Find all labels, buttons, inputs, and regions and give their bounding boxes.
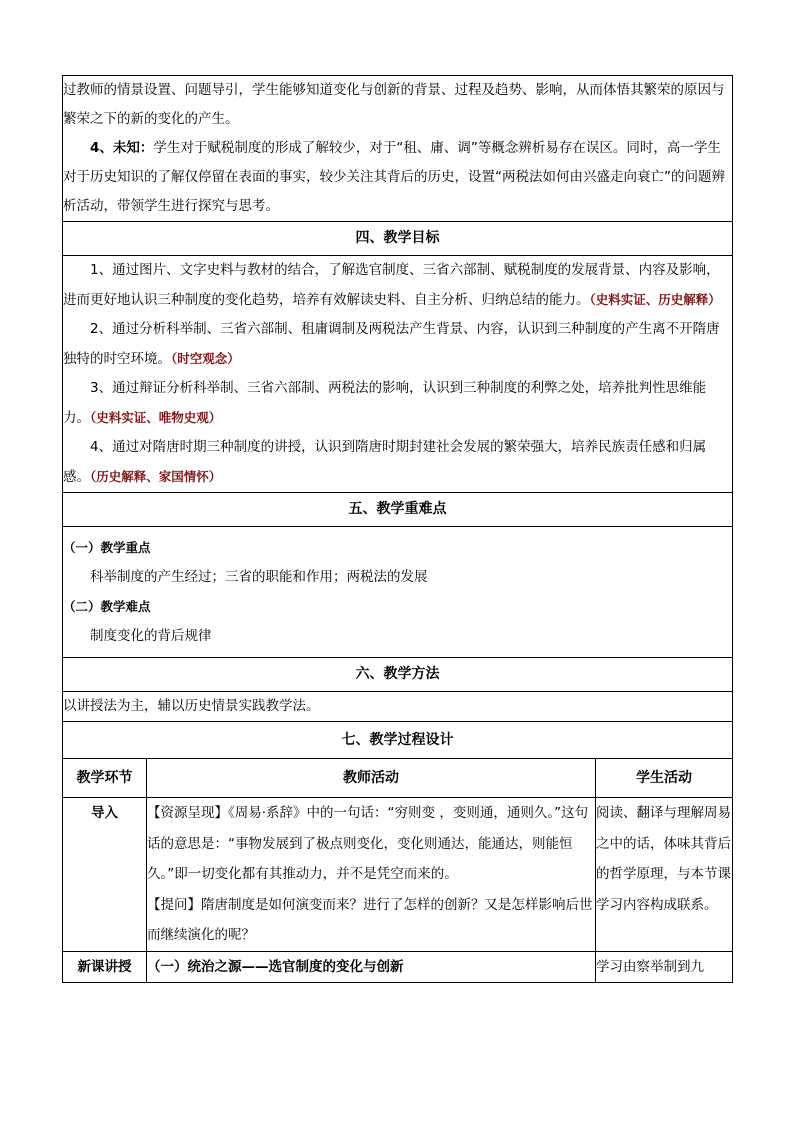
objective-text: 1、通过图片、文字史料与教材的结合，了解选官制度、三省六部制、赋税制度的发展背景、内容及影响，进而更好地认识三种制度的变化趋势，培养有效解读史料、自主分析、归纳总结的能力。 bbox=[63, 262, 720, 308]
methods-heading-row bbox=[63, 658, 733, 692]
methods-row bbox=[63, 692, 733, 722]
student-activity-cell: 学习由察举制到九 bbox=[596, 951, 733, 983]
keypoint-subheading: （一）教学重点 bbox=[63, 540, 151, 555]
stage-cell: 新课讲授 bbox=[63, 951, 147, 983]
objective-tag: （史料实证、历史解释） bbox=[589, 292, 721, 307]
objectives-heading-row bbox=[63, 222, 733, 256]
objectives-cell bbox=[63, 256, 733, 493]
column-header-student: 学生活动 bbox=[596, 759, 733, 798]
unknown-label: 4、未知： bbox=[90, 140, 154, 156]
process-heading: 七、教学过程设计 bbox=[63, 722, 733, 759]
objective-text: 3、通过辩证分析科举制、三省六部制、两税法的影响，认识到三种制度的利弊之处，培养批判性思维能力。 bbox=[63, 380, 707, 426]
difficulty-text: 制度变化的背后规律 bbox=[90, 628, 212, 644]
objective-text: 4、通过对隋唐时期三种制度的讲授，认识到隋唐时期封建社会发展的繁荣强大，培养民族责任感和归属感。 bbox=[63, 439, 707, 485]
objectives-heading: 四、教学目标 bbox=[63, 222, 733, 256]
objective-item bbox=[63, 374, 732, 433]
student-activity-cell: 阅读、翻译与理解周易之中的话，体味其背后的哲学原理，与本节课学习内容构成联系。 bbox=[596, 798, 733, 952]
table-row bbox=[63, 798, 733, 952]
lesson-plan-table bbox=[62, 75, 733, 983]
methods-heading: 六、教学方法 bbox=[63, 658, 733, 692]
intro-cell bbox=[63, 76, 733, 222]
stage-cell: 导入 bbox=[63, 798, 147, 952]
process-column-headers bbox=[63, 759, 733, 798]
intro-paragraph-2 bbox=[63, 134, 732, 221]
teacher-activity-cell bbox=[147, 798, 596, 952]
objective-tag: （史料实证、唯物史观） bbox=[90, 410, 222, 425]
teacher-activity-paragraph: 【提问】隋唐制度是如何演变而来？进行了怎样的创新？又是怎样影响后世而继续演化的呢？ bbox=[147, 896, 593, 943]
teacher-activity-cell: （一）统治之源——选官制度的变化与创新 bbox=[147, 951, 596, 983]
objective-item bbox=[63, 315, 732, 374]
intro-paragraph-1: 过教师的情景设置、问题导引，学生能够知道变化与创新的背景、过程及趋势、影响，从而体悟其繁荣的原因与繁荣之下的新的变化的产生。 bbox=[63, 82, 725, 127]
keypoint-text: 科举制度的产生经过；三省的职能和作用；两税法的发展 bbox=[90, 569, 428, 585]
objective-tag: （时空观念） bbox=[171, 351, 240, 366]
difficulty-subheading: （二）教学难点 bbox=[63, 599, 151, 614]
column-header-teacher: 教师活动 bbox=[147, 759, 596, 798]
objective-item bbox=[63, 256, 732, 315]
keypoints-heading-row bbox=[63, 493, 733, 527]
intro-row bbox=[63, 76, 733, 222]
objective-item bbox=[63, 433, 732, 492]
keypoints-heading: 五、教学重难点 bbox=[63, 493, 733, 527]
objective-tag: （历史解释、家国情怀） bbox=[90, 469, 222, 484]
column-header-stage: 教学环节 bbox=[63, 759, 147, 798]
document-page bbox=[62, 75, 732, 983]
methods-cell bbox=[63, 692, 733, 722]
table-row bbox=[63, 951, 733, 983]
objective-text: 2、通过分析科举制、三省六部制、租庸调制及两税法产生背景、内容，认识到三种制度的产生离不开隋唐独特的时空环境。 bbox=[63, 321, 720, 367]
keypoints-row bbox=[63, 527, 733, 658]
objectives-row bbox=[63, 256, 733, 493]
unknown-text: 学生对于赋税制度的形成了解较少，对于“租、庸、调”等概念辨析易存在误区。同时，高一学生对于历史知识的了解仅停留在表面的事实，较少关注其背后的历史，设置“两税法如何由兴盛走向衰亡”的问题辨析活动，带领学生进行探究与思考。 bbox=[63, 140, 725, 214]
teacher-activity-paragraph: 【资源呈现】《周易·系辞》中的一句话：“穷则变 ，变则通，通则久。”这句话的意思是：“事物发展到了极点则变化，变化则通达，能通达，则能恒久。”即一切变化都有其推动力，并不是凭空而来的。 bbox=[147, 805, 589, 882]
keypoints-cell bbox=[63, 527, 733, 658]
methods-text: 以讲授法为主，辅以历史情景实践教学法。 bbox=[63, 698, 320, 714]
process-heading-row bbox=[63, 722, 733, 759]
